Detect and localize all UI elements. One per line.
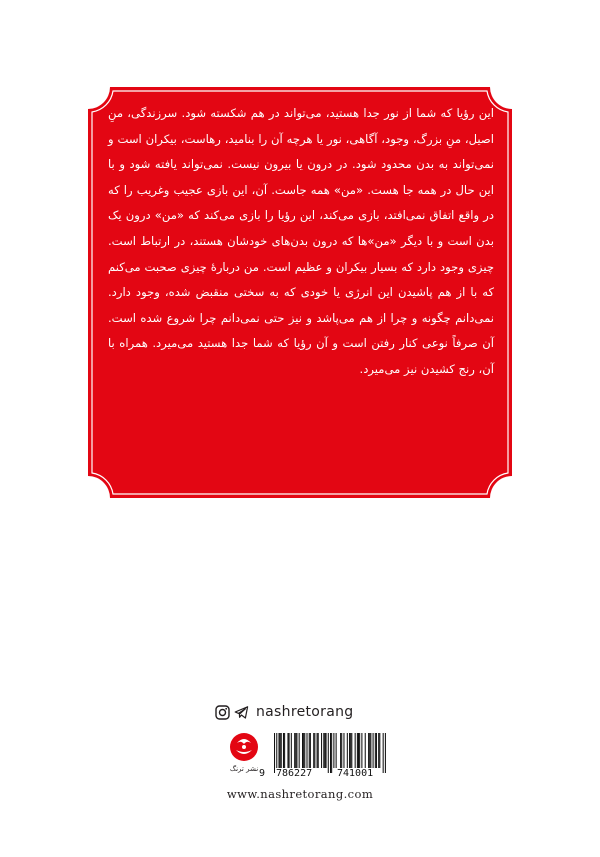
barcode-bar	[274, 733, 275, 773]
barcode-bar	[321, 733, 322, 768]
back-cover-panel	[88, 87, 512, 498]
barcode-bar	[318, 733, 319, 768]
barcode-bar	[331, 733, 332, 773]
barcode-bar	[385, 733, 386, 773]
barcode-bar	[336, 733, 337, 768]
barcode-bar	[328, 733, 329, 773]
barcode-bar	[351, 733, 352, 768]
isbn-prefix: 9	[259, 768, 266, 779]
barcode-bar	[369, 733, 370, 768]
barcode-bar	[317, 733, 318, 768]
barcode-bar	[294, 733, 295, 768]
barcode-bar	[302, 733, 303, 768]
barcode-bar	[370, 733, 371, 768]
instagram-icon[interactable]	[215, 705, 230, 720]
barcode-bar	[278, 733, 279, 768]
barcode-bar	[304, 733, 305, 768]
barcode-bar	[324, 733, 325, 768]
publisher-handle[interactable]: nashretorang	[256, 704, 354, 720]
barcode-bar	[343, 733, 344, 768]
barcode-bar	[314, 733, 315, 768]
barcode-bar	[283, 733, 284, 768]
barcode-bar	[350, 733, 351, 768]
barcode-bar	[280, 733, 281, 768]
barcode-bar	[375, 733, 376, 768]
barcode-bar	[313, 733, 314, 768]
barcode-bar	[284, 733, 285, 768]
isbn-digits	[258, 768, 390, 782]
barcode-bar	[303, 733, 304, 768]
barcode-bar	[368, 733, 369, 768]
barcode-bar	[330, 733, 331, 773]
barcode-bar	[310, 733, 311, 768]
barcode-bar	[306, 733, 307, 768]
barcode-bar	[276, 733, 277, 773]
barcode-bar	[309, 733, 310, 768]
back-cover-paragraph: این رؤیا که شما از نور جدا هستید، می‌تواند در هم شکسته شود. سرزندگی، منِ اصیل، منِ بزرگ، وجود، آگاهی، نور یا هرچه آن را بنامید، رهاست، بیکران است و نمی‌تواند به بدن محدود شود. در درون یا بیرون نیست. نمی‌تواند یافته شود و با این حال در همه جا هست. «من» همه جاست. آن، این بازی عجیب وغریب را که در واقع اتفاق نمی‌افتد، بازی می‌کند، این رؤیا را بازی می‌کند که «من» درون یک بدن است و با دیگر «من»ها که درون بدن‌های خودشان هستند، در ارتباط است. چیزی وجود دارد که بسیار بیکران و عظیم است. من دربارهٔ چیزی صحبت می‌کنم که با از هم پاشیدن این انرژی یا خودی که به سختی منقبض شده، وجود دارد. نمی‌دانم چگونه و چرا از هم می‌پاشد و نیز حتی نمی‌دانم چرا شروع شده است. آن صرفاً نوعی کنار رفتن است و آن رؤیا که شما جدا هستید می‌میرد. همراه با آن، رنج کشیدن نیز می‌میرد.	[108, 106, 494, 376]
barcode-bar	[295, 733, 296, 768]
barcode-bar	[281, 733, 282, 768]
barcode-bar	[379, 733, 380, 768]
barcode-bar	[355, 733, 356, 768]
barcode-bar	[340, 733, 341, 768]
barcode-bar	[357, 733, 358, 768]
barcode-bar	[361, 733, 362, 768]
barcode-bar	[378, 733, 379, 768]
telegram-icon[interactable]	[234, 705, 249, 720]
isbn-group-2: 741001	[337, 768, 374, 779]
publisher-logo-name: نشر ترنگ	[229, 765, 259, 773]
barcode-bar	[373, 733, 374, 768]
barcode-bar	[333, 733, 334, 768]
barcode-bar	[365, 733, 366, 768]
barcode-bar	[287, 733, 288, 768]
barcode-bar	[326, 733, 327, 768]
barcode-bar	[383, 733, 384, 773]
publisher-logo-mark	[221, 731, 267, 765]
social-row	[215, 702, 353, 722]
barcode-bar	[341, 733, 342, 768]
barcode-bar	[359, 733, 360, 768]
barcode-bar	[291, 733, 292, 768]
isbn-group-1: 786227	[276, 768, 313, 779]
barcode-bar	[299, 733, 300, 768]
barcode-bar	[323, 733, 324, 768]
barcode-bar	[358, 733, 359, 768]
barcode-bar	[347, 733, 348, 768]
barcode-bar	[349, 733, 350, 768]
barcode-bar	[296, 733, 297, 768]
publisher-website[interactable]: www.nashretorang.com	[226, 787, 374, 801]
barcode-bar	[289, 733, 290, 768]
barcode-bar	[376, 733, 377, 768]
